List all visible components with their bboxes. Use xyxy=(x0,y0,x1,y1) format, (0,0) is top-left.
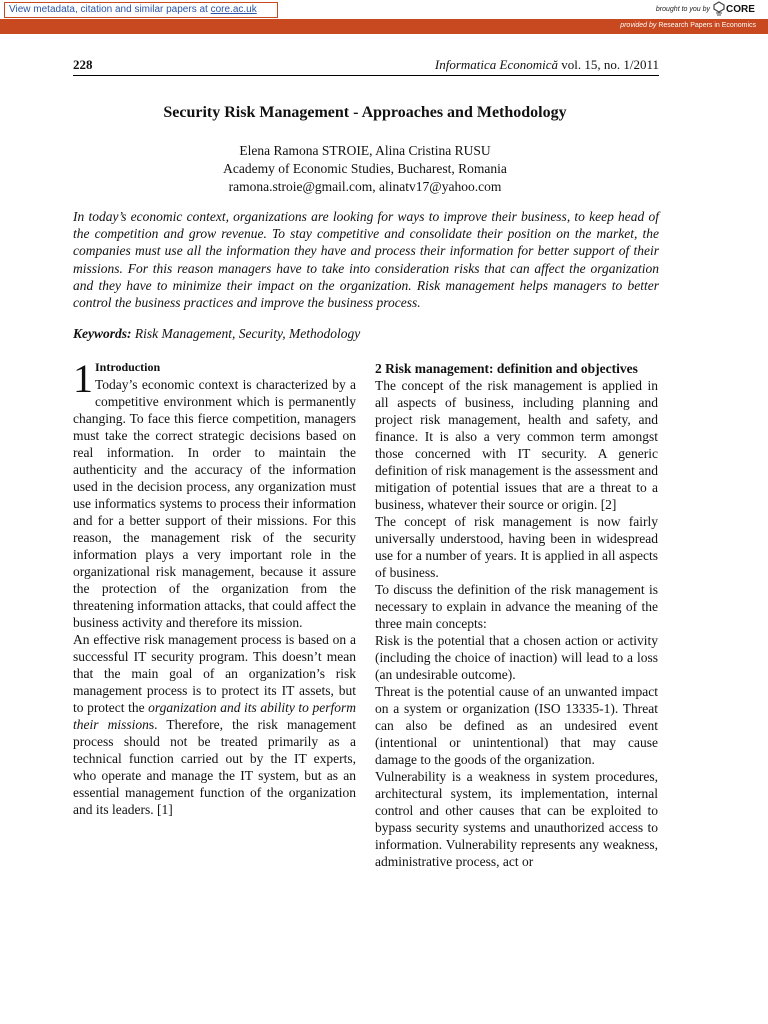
core-banner xyxy=(0,0,768,36)
intro-paragraph-2 xyxy=(73,631,356,818)
brought-to-you-text: brought to you by xyxy=(655,6,710,13)
core-logo-text: CORE xyxy=(726,4,755,15)
intro-p2-italic: organization and its ability to perform their mission xyxy=(73,700,356,732)
intro-p2-part-a: An effective risk management process is based on a successful IT security program. This doesn’t mean that the main goal of an organization’s risk management process is to protect its IT assets, but to protect the xyxy=(73,632,356,715)
journal-name: Informatica Economică xyxy=(434,57,558,72)
definition-risk: Risk is the potential that a chosen action or activity (including the choice of inaction) will lead to a loss (an undesirable outcome). xyxy=(375,633,658,682)
provided-prefix: provided by xyxy=(620,22,659,29)
introduction-heading: Introduction xyxy=(95,360,161,374)
keywords-label: Keywords: xyxy=(73,326,132,341)
keywords xyxy=(73,326,659,342)
journal-citation xyxy=(435,57,659,73)
definition-threat: Threat is the potential cause of an unwanted impact on a system or organization (ISO 13335-1). Threat can also be defined as an undesired event (intentional or unintentional) that may cause damage to the goods of the organization. xyxy=(375,684,658,767)
provided-source[interactable]: Research Papers in Economics xyxy=(658,22,756,29)
core-link-domain[interactable]: core.ac.uk xyxy=(210,4,257,15)
abstract: In today’s economic context, organizations are looking for ways to improve their business, to keep head of the competition and grow revenue. To stay competitive and consolidate their position on the market, the companies must use all the information they have and process their information for better support of their missions. For this reason managers have to take into consideration risks that can affect the organization and they have to minimize their impact on the organization. Risk management helps managers to better control the business practices and improve the business process. xyxy=(73,209,659,311)
journal-issue: vol. 15, no. 1/2011 xyxy=(558,57,659,72)
running-header xyxy=(73,57,659,76)
core-metadata-link[interactable] xyxy=(4,2,278,18)
intro-paragraph-1: Today’s economic context is characterized by a competitive environment which is permanently changing. To face this fierce competition, managers must take the correct strategic decisions based on real information. In order to maintain the authenticity and the accuracy of the information used in the decision process, any organization must use informatics systems to process their information and for a better support of their missions. For this reason, the management risk of the security information plays a very important role in the organizational risk management, because it assure the protection of the organization from the threatening information attacks, that could affect the business activity and therefore its mission. xyxy=(73,377,356,630)
provided-by-text xyxy=(620,22,756,29)
keywords-list: Risk Management, Security, Methodology xyxy=(131,326,361,341)
author-names: Elena Ramona STROIE, Alina Cristina RUSU xyxy=(239,143,491,158)
core-link-text: View metadata, citation and similar papers at xyxy=(9,4,211,15)
section-number-dropcap: 1 xyxy=(73,356,93,401)
intro-p2-part-b: s. Therefore, the risk management process should not be treated primarily as a technical function carried out by the IT experts, who operate and manage the IT system, but as an essential management function of the organization and its leaders. [1] xyxy=(73,717,356,817)
section-2-heading: 2 Risk management: definition and objectives xyxy=(375,361,638,376)
right-column xyxy=(375,360,658,870)
left-column xyxy=(73,356,356,818)
paper-title: Security Risk Management - Approaches and Methodology xyxy=(163,104,567,121)
section-2-paragraph-3: To discuss the definition of the risk management is necessary to explain in advance the meaning of the three main concepts: xyxy=(375,582,658,631)
page-number: 228 xyxy=(73,57,93,72)
author-block xyxy=(60,142,670,196)
section-2-paragraph-2: The concept of risk management is now fairly universally understood, having been in widespread use for a number of years. It is applied in all aspects of business. xyxy=(375,514,658,580)
definition-vulnerability: Vulnerability is a weakness in system procedures, architectural system, its implementation, internal control and other causes that can be exploited to bypass security systems and unauthorized access to information. Vulnerability represents any weakness, administrative process, act or xyxy=(375,769,658,869)
section-2-paragraph-1: The concept of the risk management is applied in all aspects of business, including planning and project risk management, health and safety, and finance. It is also a very common term amongst those concerned with IT security. A generic definition of risk management is the assessment and mitigation of potential issues that are a threat to a business, whatever their source or origin. [2] xyxy=(375,378,658,512)
core-logo-icon xyxy=(712,1,726,17)
author-emails: ramona.stroie@gmail.com, alinatv17@yahoo.com xyxy=(228,179,502,194)
core-logo[interactable] xyxy=(712,1,755,17)
author-affiliation: Academy of Economic Studies, Bucharest, Romania xyxy=(223,161,507,176)
